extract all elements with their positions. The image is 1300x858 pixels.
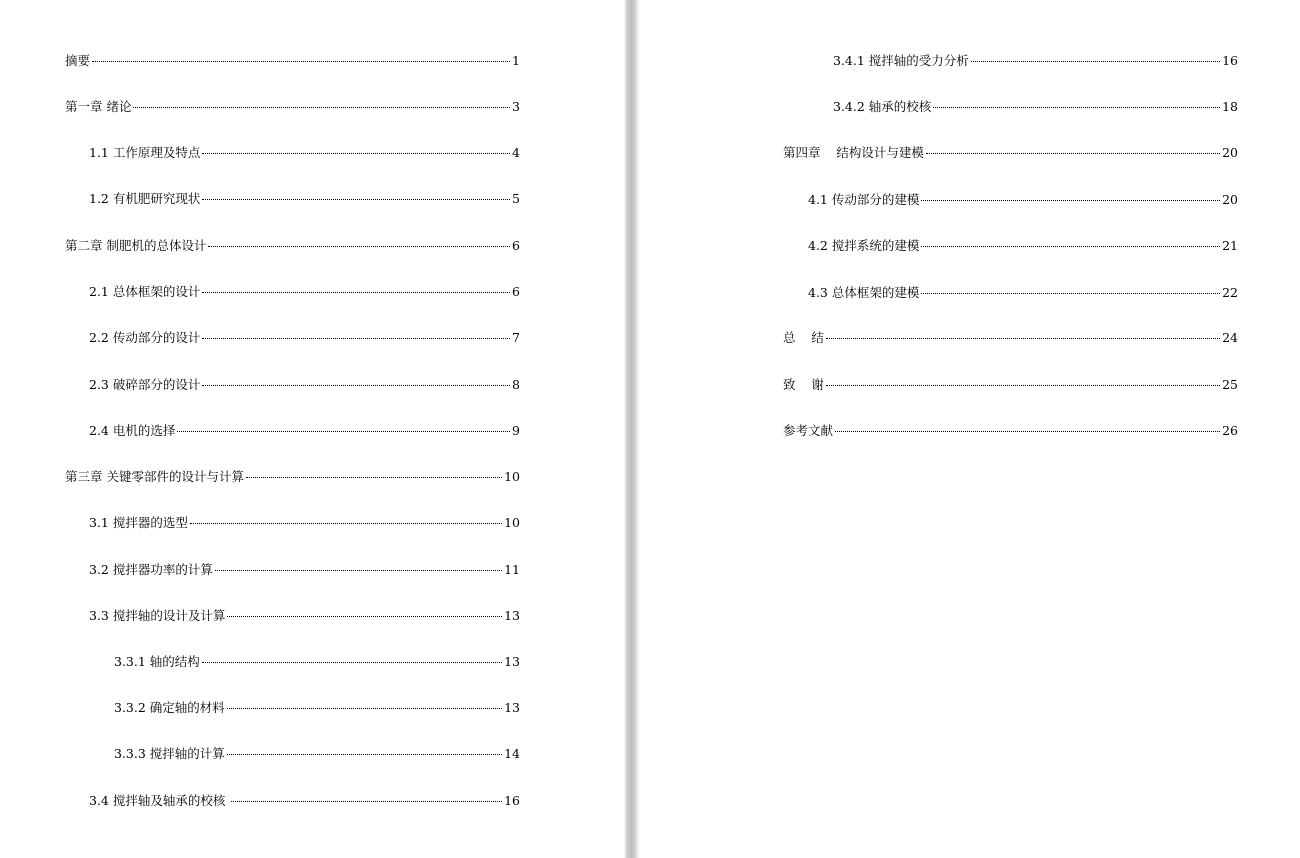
toc-entry-title: 4.3 总体框架的建模 bbox=[808, 285, 920, 300]
toc-entry-title: 3.4.2 轴承的校核 bbox=[833, 99, 932, 114]
toc-entry[interactable] bbox=[65, 53, 520, 69]
toc-dot-leader bbox=[227, 708, 502, 709]
toc-entry[interactable] bbox=[65, 238, 520, 254]
toc-entry[interactable] bbox=[808, 192, 1238, 208]
toc-entry-title: 2.1 总体框架的设计 bbox=[89, 284, 201, 299]
toc-entry-page: 21 bbox=[1222, 238, 1238, 253]
toc-entry-page: 26 bbox=[1222, 423, 1238, 438]
toc-entry-page: 18 bbox=[1222, 99, 1238, 114]
toc-dot-leader bbox=[227, 616, 502, 617]
toc-entry-title: 2.3 破碎部分的设计 bbox=[89, 377, 201, 392]
toc-entry-title: 3.1 搅拌器的选型 bbox=[89, 515, 188, 530]
toc-entry[interactable] bbox=[89, 793, 520, 809]
toc-entry-title: 3.3.2 确定轴的材料 bbox=[114, 700, 225, 715]
toc-entry-page: 10 bbox=[504, 515, 520, 530]
toc-dot-leader bbox=[227, 754, 502, 755]
toc-entry-title: 摘要 bbox=[65, 53, 91, 68]
toc-entry-title: 3.4 搅拌轴及轴承的校核 bbox=[89, 793, 230, 808]
toc-dot-leader bbox=[92, 61, 510, 62]
toc-dot-leader bbox=[933, 107, 1220, 108]
toc-entry-page: 6 bbox=[512, 238, 520, 253]
toc-entry-title: 3.3 搅拌轴的设计及计算 bbox=[89, 608, 226, 623]
toc-entry-title: 4.2 搅拌系统的建模 bbox=[808, 238, 920, 253]
toc-dot-leader bbox=[826, 385, 1220, 386]
toc-entry[interactable] bbox=[89, 191, 520, 207]
toc-entry[interactable] bbox=[89, 515, 520, 531]
toc-dot-leader bbox=[133, 107, 510, 108]
toc-dot-leader bbox=[835, 431, 1220, 432]
toc-entry-title: 致 谢 bbox=[783, 377, 824, 392]
toc-entry-page: 7 bbox=[512, 330, 520, 345]
toc-dot-leader bbox=[921, 200, 1220, 201]
toc-entry-title: 第四章 结构设计与建模 bbox=[783, 145, 924, 160]
toc-dot-leader bbox=[177, 431, 510, 432]
toc-entry-page: 4 bbox=[512, 145, 520, 160]
toc-entry-title: 2.4 电机的选择 bbox=[89, 423, 176, 438]
toc-entry-title: 第三章 关键零部件的设计与计算 bbox=[65, 469, 244, 484]
toc-entry-page: 20 bbox=[1222, 145, 1238, 160]
toc-entry-title: 总 结 bbox=[783, 330, 824, 345]
toc-entry[interactable] bbox=[89, 608, 520, 624]
toc-entry-page: 20 bbox=[1222, 192, 1238, 207]
toc-entry-page: 14 bbox=[504, 746, 520, 761]
toc-entry-page: 1 bbox=[512, 53, 520, 68]
toc-entry-title: 3.3.3 搅拌轴的计算 bbox=[114, 746, 225, 761]
toc-dot-leader bbox=[246, 477, 502, 478]
toc-entry[interactable] bbox=[833, 53, 1238, 69]
toc-dot-leader bbox=[231, 801, 502, 802]
toc-entry[interactable] bbox=[833, 99, 1238, 115]
toc-entry-page: 13 bbox=[504, 700, 520, 715]
toc-dot-leader bbox=[215, 570, 502, 571]
toc-entry-page: 16 bbox=[504, 793, 520, 808]
toc-entry-title: 3.4.1 搅拌轴的受力分析 bbox=[833, 53, 969, 68]
toc-entry-page: 22 bbox=[1222, 285, 1238, 300]
toc-entry-page: 8 bbox=[512, 377, 520, 392]
toc-entry-page: 11 bbox=[504, 562, 520, 577]
toc-entry[interactable] bbox=[783, 377, 1238, 393]
toc-dot-leader bbox=[202, 292, 510, 293]
toc-entry-title: 1.1 工作原理及特点 bbox=[89, 145, 201, 160]
toc-dot-leader bbox=[921, 246, 1220, 247]
toc-entry-page: 5 bbox=[512, 191, 520, 206]
toc-entry-title: 4.1 传动部分的建模 bbox=[808, 192, 920, 207]
toc-entry-page: 24 bbox=[1222, 330, 1238, 345]
toc-dot-leader bbox=[826, 338, 1220, 339]
toc-entry-title: 3.2 搅拌器功率的计算 bbox=[89, 562, 213, 577]
toc-dot-leader bbox=[971, 61, 1220, 62]
toc-entry[interactable] bbox=[89, 562, 520, 578]
toc-dot-leader bbox=[208, 246, 510, 247]
toc-entry[interactable] bbox=[114, 654, 520, 670]
page-gutter bbox=[624, 0, 640, 858]
toc-entry[interactable] bbox=[114, 746, 520, 762]
toc-dot-leader bbox=[926, 153, 1220, 154]
toc-dot-leader bbox=[921, 293, 1220, 294]
toc-dot-leader bbox=[202, 662, 502, 663]
toc-entry-page: 16 bbox=[1222, 53, 1238, 68]
toc-entry[interactable] bbox=[783, 145, 1238, 161]
toc-entry[interactable] bbox=[783, 330, 1238, 346]
toc-entry-title: 1.2 有机肥研究现状 bbox=[89, 191, 201, 206]
toc-entry[interactable] bbox=[89, 377, 520, 393]
toc-entry-page: 9 bbox=[512, 423, 520, 438]
toc-entry[interactable] bbox=[89, 423, 520, 439]
toc-dot-leader bbox=[202, 385, 510, 386]
toc-entry[interactable] bbox=[114, 700, 520, 716]
toc-entry[interactable] bbox=[808, 285, 1238, 301]
toc-entry-title: 参考文献 bbox=[783, 423, 834, 438]
toc-entry-title: 第一章 绪论 bbox=[65, 99, 132, 114]
toc-entry-page: 3 bbox=[512, 99, 520, 114]
toc-dot-leader bbox=[202, 338, 510, 339]
toc-entry-page: 25 bbox=[1222, 377, 1238, 392]
toc-entry-page: 10 bbox=[504, 469, 520, 484]
toc-entry[interactable] bbox=[89, 145, 520, 161]
toc-entry-title: 第二章 制肥机的总体设计 bbox=[65, 238, 207, 253]
toc-entry[interactable] bbox=[65, 469, 520, 485]
toc-entry-page: 13 bbox=[504, 608, 520, 623]
toc-entry[interactable] bbox=[89, 284, 520, 300]
toc-entry-page: 6 bbox=[512, 284, 520, 299]
toc-entry[interactable] bbox=[808, 238, 1238, 254]
toc-dot-leader bbox=[202, 199, 510, 200]
toc-entry-title: 2.2 传动部分的设计 bbox=[89, 330, 201, 345]
toc-entry[interactable] bbox=[89, 330, 520, 346]
toc-entry[interactable] bbox=[783, 423, 1238, 439]
toc-entry-title: 3.3.1 轴的结构 bbox=[114, 654, 200, 669]
toc-entry[interactable] bbox=[65, 99, 520, 115]
toc-dot-leader bbox=[202, 153, 510, 154]
toc-dot-leader bbox=[190, 523, 502, 524]
toc-entry-page: 13 bbox=[504, 654, 520, 669]
